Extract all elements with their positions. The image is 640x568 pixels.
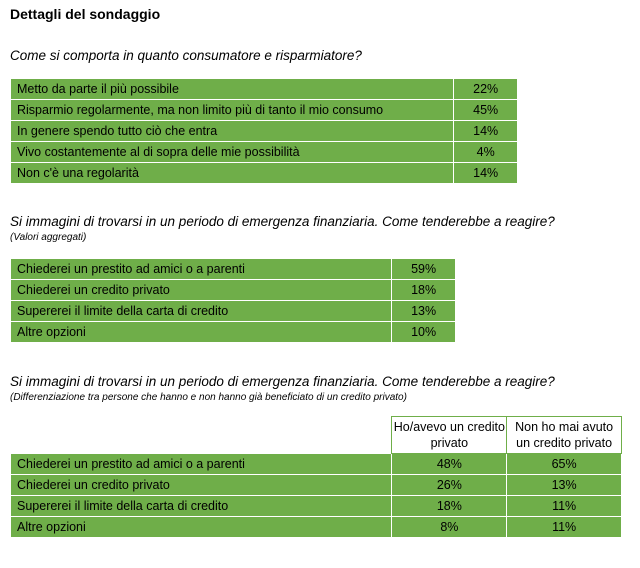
row-value-never: 11%: [507, 496, 622, 517]
row-label: Metto da parte il più possibile: [11, 79, 454, 100]
page-title: Dettagli del sondaggio: [10, 6, 161, 22]
table-emergency-aggregated: [10, 258, 456, 343]
table-row: [11, 496, 622, 517]
row-value: 59%: [392, 259, 456, 280]
row-value: 45%: [454, 100, 518, 121]
note-aggregated: (Valori aggregati): [10, 232, 87, 243]
table-row: [11, 280, 456, 301]
row-label: Altre opzioni: [11, 517, 392, 538]
table-row: [11, 100, 518, 121]
row-label: In genere spendo tutto ciò che entra: [11, 121, 454, 142]
table-header-row: [11, 417, 622, 454]
row-value: 10%: [392, 322, 456, 343]
note-differentiated: (Differenziazione tra persone che hanno e non hanno già beneficiato di un credito privato): [10, 392, 407, 403]
row-value-never: 11%: [507, 517, 622, 538]
table-row: [11, 475, 622, 496]
header-had-credit: Ho/avevo un credito privato: [392, 417, 507, 454]
row-label: Altre opzioni: [11, 322, 392, 343]
table-row: [11, 259, 456, 280]
row-value: 13%: [392, 301, 456, 322]
table-row: [11, 121, 518, 142]
table-consumer-behaviour: [10, 78, 518, 184]
table-row: [11, 322, 456, 343]
row-label: Chiederei un credito privato: [11, 475, 392, 496]
row-value-never: 13%: [507, 475, 622, 496]
row-value-had: 26%: [392, 475, 507, 496]
table-row: [11, 517, 622, 538]
question-emergency-differentiated: Si immagini di trovarsi in un periodo di emergenza finanziaria. Come tenderebbe a reagire?: [10, 374, 555, 389]
row-label: Supererei il limite della carta di credito: [11, 496, 392, 517]
header-never-credit: Non ho mai avuto un credito privato: [507, 417, 622, 454]
table-row: [11, 142, 518, 163]
row-value: 14%: [454, 121, 518, 142]
row-label: Risparmio regolarmente, ma non limito più di tanto il mio consumo: [11, 100, 454, 121]
table-row: [11, 79, 518, 100]
row-value-had: 18%: [392, 496, 507, 517]
row-value: 22%: [454, 79, 518, 100]
row-value-never: 65%: [507, 454, 622, 475]
row-label: Supererei il limite della carta di credito: [11, 301, 392, 322]
row-label: Chiederei un credito privato: [11, 280, 392, 301]
table-row: [11, 163, 518, 184]
row-label: Non c'è una regolarità: [11, 163, 454, 184]
row-label: Vivo costantemente al di sopra delle mie possibilità: [11, 142, 454, 163]
row-value-had: 8%: [392, 517, 507, 538]
table-emergency-differentiated: [10, 416, 622, 538]
header-blank-cell: [11, 417, 392, 454]
row-value: 4%: [454, 142, 518, 163]
row-value: 14%: [454, 163, 518, 184]
table-row: [11, 301, 456, 322]
row-value-had: 48%: [392, 454, 507, 475]
question-emergency-aggregated: Si immagini di trovarsi in un periodo di emergenza finanziaria. Come tenderebbe a reagire?: [10, 214, 555, 229]
row-label: Chiederei un prestito ad amici o a parenti: [11, 259, 392, 280]
question-consumer-behaviour: Come si comporta in quanto consumatore e risparmiatore?: [10, 48, 362, 63]
row-label: Chiederei un prestito ad amici o a parenti: [11, 454, 392, 475]
table-row: [11, 454, 622, 475]
row-value: 18%: [392, 280, 456, 301]
